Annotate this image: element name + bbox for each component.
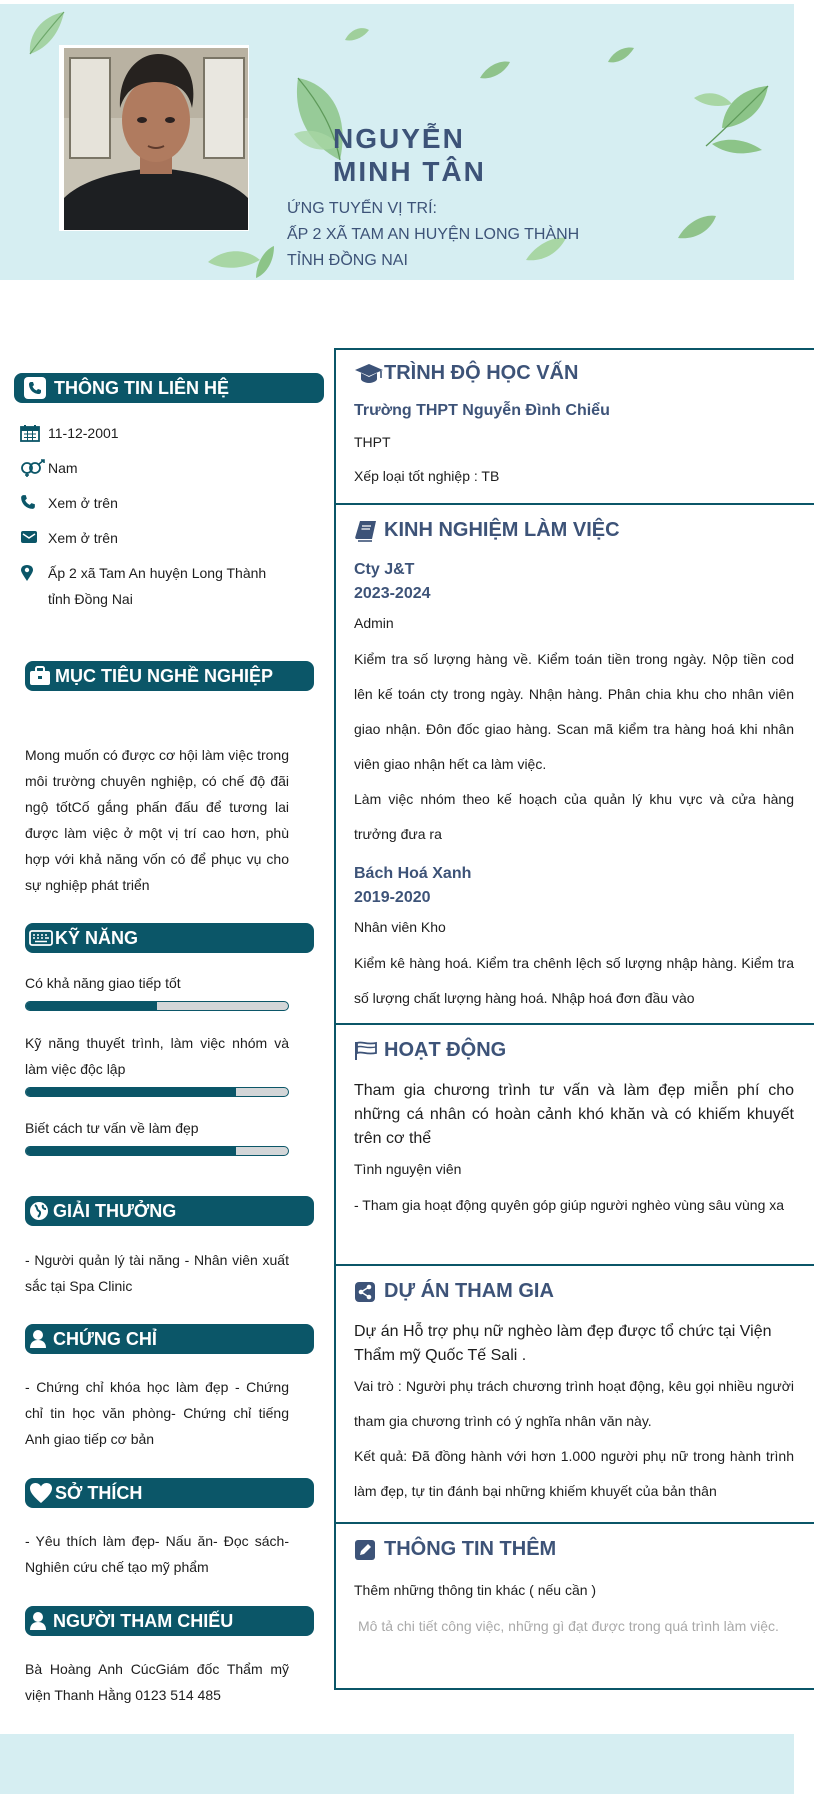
address-line2: tỉnh Đồng Nai [48,591,133,607]
activities-section-header [354,1039,506,1062]
skill-label: Kỹ năng thuyết trình, làm việc nhóm và làm việc độc lập [25,1035,289,1077]
hobbies-section-title: SỞ THÍCH [55,1482,143,1503]
education-grade: Xếp loại tốt nghiệp : TB [354,468,500,484]
job-company: Bách Hoá Xanh [354,865,472,882]
objective-section-title: MỤC TIÊU NGHỀ NGHIỆP [55,665,274,686]
awards-section-title: GIẢI THƯỞNG [53,1200,177,1221]
skills-section-title: KỸ NĂNG [55,927,139,948]
skill-level-bar [25,1001,289,1011]
gender-icon [20,455,48,477]
address-line1: Ấp 2 xã Tam An huyện Long Thành [48,565,267,581]
awards-text: - Người quản lý tài năng - Nhân viên xuất sắc tại Spa Clinic [25,1252,289,1294]
school-name: Trường THPT Nguyễn Đình Chiểu [354,402,610,419]
projects-section-title: DỰ ÁN THAM GIA [384,1280,554,1302]
activity-description: - Tham gia hoạt động quyên góp giúp người nghèo vùng sâu vùng xa [354,1197,785,1213]
extra-section [334,1522,814,1690]
skills-section-header [25,923,314,953]
contact-section-header [14,373,324,403]
job-description: Kiểm tra số lượng hàng về. Kiểm toán tiền trong ngày. Nộp tiền cod lên kế toán cty trong ngày. Nhận hàng. Phân chia khu cho nhân viên giao nhận. Đôn đốc giao hàng. Scan mã kiểm tra hàng hoá khi nhân viên giao nhận hết ca làm việc. [354,651,794,772]
book-icon [354,520,384,542]
skill-label: Biết cách tư vấn về làm đẹp [25,1120,199,1136]
user-icon [29,1611,47,1631]
skill-level-bar [25,1087,289,1097]
globe-icon [29,1201,49,1221]
experience-section-title: KINH NGHIỆM LÀM VIỆC [384,519,620,541]
pencil-icon [354,1539,384,1561]
job-description: Làm việc nhóm theo kế hoạch của quản lý khu vực và cửa hàng trưởng đưa ra [354,791,794,842]
contact-section-title: THÔNG TIN LIÊN HỆ [54,377,229,398]
skill-level-fill [26,1147,236,1155]
job-company: Cty J&T [354,561,415,578]
certificates-section-header [25,1324,314,1354]
leaf-icon [206,240,276,280]
skill-label: Có khả năng giao tiếp tốt [25,975,181,991]
extra-section-header [354,1538,556,1561]
education-section-header [354,362,578,385]
keyboard-icon [29,929,53,947]
phone-value: Xem ở trên [48,495,118,511]
project-headline: Dự án Hỗ trợ phụ nữ nghèo làm đẹp được tổ chức tại Viện Thẩm mỹ Quốc Tế Sali . [354,1323,772,1364]
references-section-title: NGƯỜI THAM CHIẾU [53,1610,234,1631]
activities-section [334,1023,814,1266]
share-icon [354,1281,384,1303]
skill-level-bar [25,1146,289,1156]
education-level: THPT [354,434,391,450]
leaf-icon [343,26,371,42]
references-section-header [25,1606,314,1636]
extra-text: Thêm những thông tin khác ( nếu cần ) [354,1582,597,1598]
leaf-icon [478,60,512,80]
avatar [64,48,248,230]
hobbies-section-header [25,1478,314,1508]
graduation-cap-icon [354,363,384,385]
extra-section-title: THÔNG TIN THÊM [384,1538,557,1560]
phone-icon [24,377,46,399]
project-result: Kết quả: Đã đồng hành với hơn 1.000 người phụ nữ trong hành trình làm đẹp, tự tin đánh bại những khiếm khuyết của bản thân [354,1448,794,1499]
extra-placeholder: Mô tả chi tiết công việc, những gì đạt được trong quá trình làm việc. [358,1618,779,1634]
calendar-icon [20,420,48,442]
cv-footer [0,1734,794,1794]
leaf-icon [676,214,718,240]
projects-section [334,1264,814,1524]
gender-value: Nam [48,460,78,476]
phone-row [20,490,118,516]
skill-level-fill [26,1088,236,1096]
gender-row [20,455,78,481]
activity-headline: Tham gia chương trình tư vấn và làm đẹp miễn phí cho những cá nhân có hoàn cảnh khó khăn và có khiếm khuyết trên cơ thể [354,1082,794,1147]
email-icon [20,525,48,545]
job-role: Nhân viên Kho [354,919,446,935]
email-row [20,525,118,551]
position-label: ỨNG TUYỂN VỊ TRÍ: [287,200,437,217]
education-section-title: TRÌNH ĐỘ HỌC VẤN [384,362,579,384]
header-address-line2: TỈNH ĐỒNG NAI [287,252,408,269]
briefcase-icon [29,666,51,686]
experience-section-header [354,519,620,542]
objective-section-header [25,661,314,691]
project-role: Vai trò : Người phụ trách chương trình hoạt động, kêu gọi nhiều người tham gia chương trình có ý nghĩa nhân văn này. [354,1378,794,1429]
activity-role: Tình nguyện viên [354,1161,462,1177]
job-role: Admin [354,615,394,631]
flag-icon [354,1041,384,1061]
references-text: Bà Hoàng Anh CúcGiám đốc Thẩm mỹ viện Thanh Hằng 0123 514 485 [25,1661,289,1703]
hobbies-text: - Yêu thích làm đẹp- Nấu ăn- Đọc sách- Nghiên cứu chế tạo mỹ phẩm [25,1533,289,1575]
experience-section [334,503,814,1025]
skill-level-fill [26,1002,157,1010]
objective-text: Mong muốn có được cơ hội làm việc trong môi trường chuyên nghiệp, có chế độ đãi ngộ tốtCố gắng phấn đấu để tương lai được làm việc ở một vị trí cao hơn, phù hợp với khả năng vốn có để phục vụ cho sự nghiệp phát triển [25,747,289,893]
email-value: Xem ở trên [48,530,118,546]
candidate-name: NGUYỄN MINH TÂN [333,123,486,187]
phone-icon [20,490,48,510]
job-period: 2023-2024 [354,585,431,602]
job-period: 2019-2020 [354,889,431,906]
user-icon [29,1329,47,1349]
heart-icon [29,1482,53,1504]
projects-section-header [354,1280,554,1303]
leaf-icon [606,46,636,64]
birthday-value: 11-12-2001 [48,425,119,441]
certificates-section-title: CHỨNG CHỈ [53,1328,157,1349]
address-row [20,560,266,612]
education-section [334,348,814,505]
map-pin-icon [20,560,48,582]
header-address-line1: ẤP 2 XÃ TAM AN HUYỆN LONG THÀNH [287,226,580,243]
activities-section-title: HOẠT ĐỘNG [384,1039,507,1061]
certificates-text: - Chứng chỉ khóa học làm đẹp - Chứng chỉ tin học văn phòng- Chứng chỉ tiếng Anh giao tiếp cơ bản [25,1379,289,1447]
job-description: Kiểm kê hàng hoá. Kiểm tra chênh lệch số lượng nhập hàng. Kiểm tra số lượng chất lượng hàng hoá. Nhập hoá đơn đầu vào [354,955,794,1006]
leaf-icon [692,84,772,156]
birthday-row [20,420,119,446]
awards-section-header [25,1196,314,1226]
